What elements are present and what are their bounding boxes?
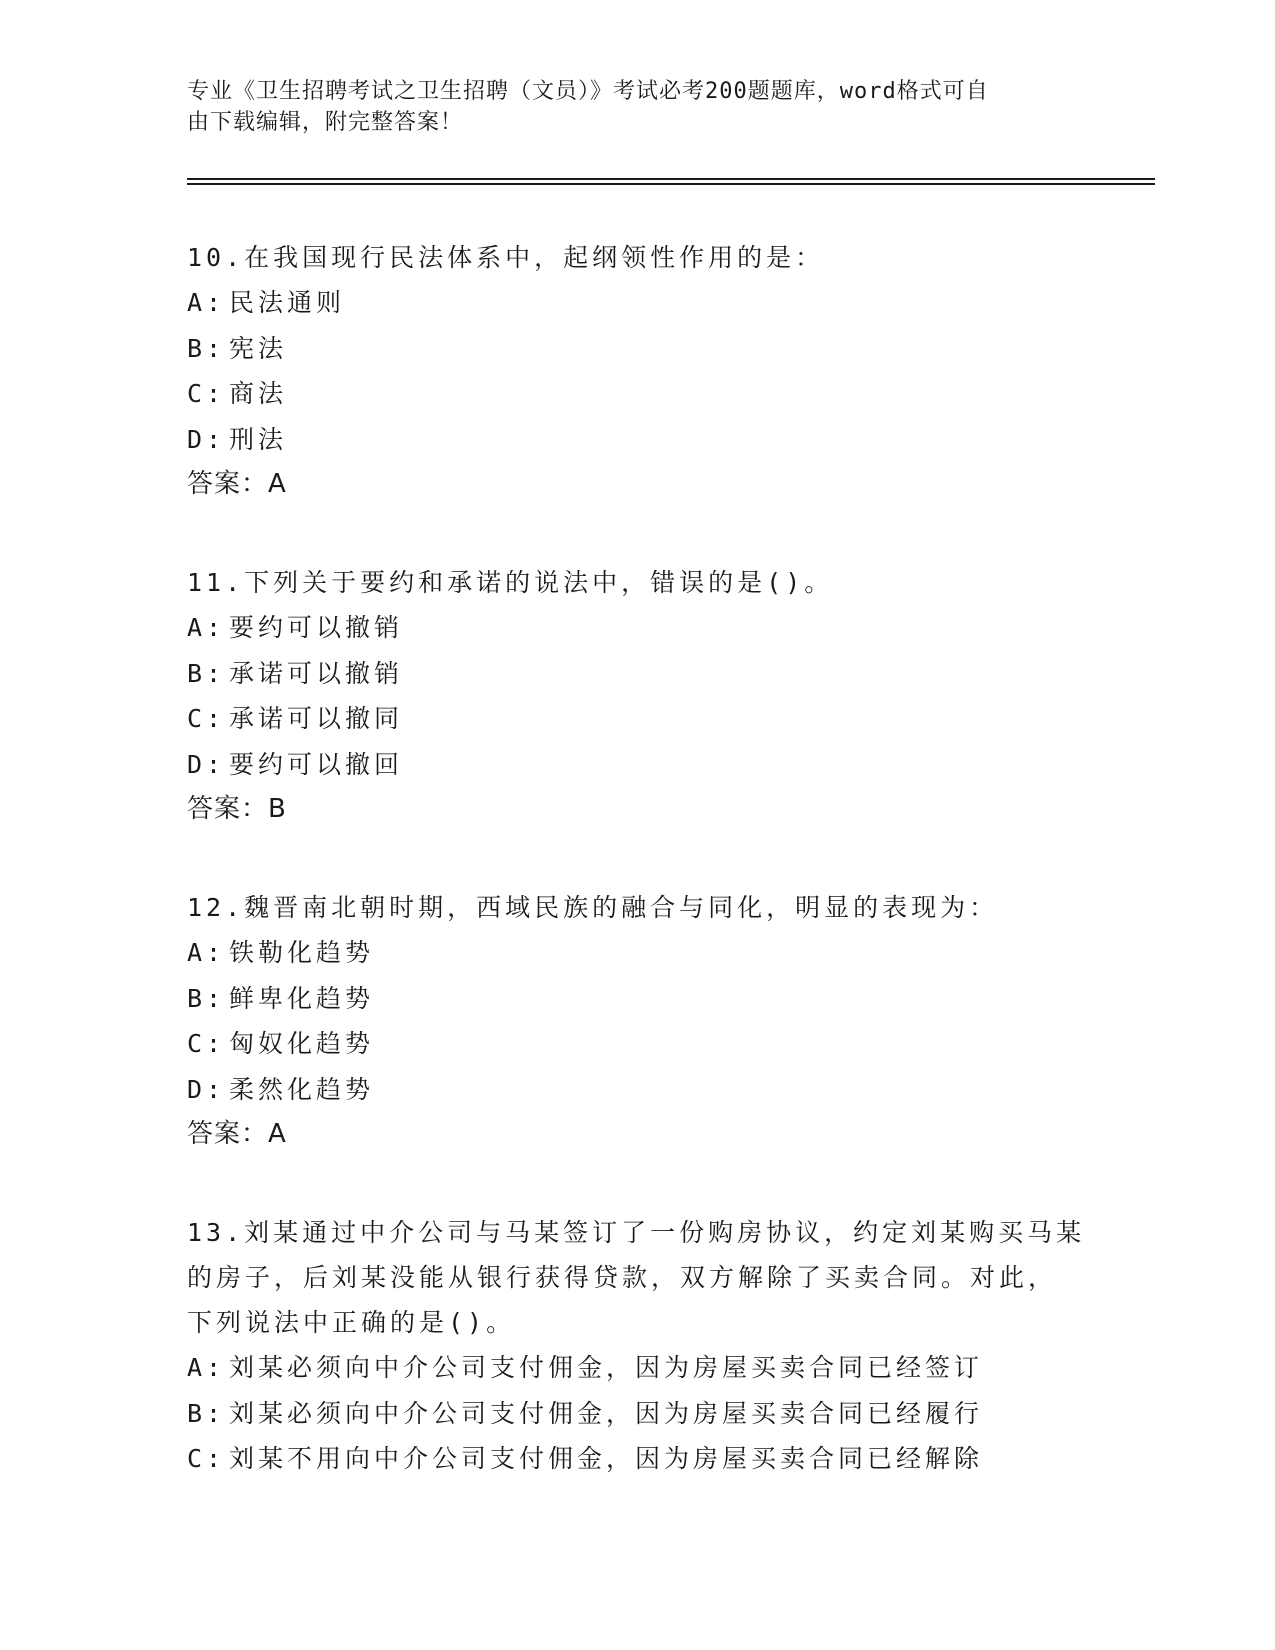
- option-c: [187, 696, 1147, 742]
- question-13: [187, 1210, 1147, 1482]
- option-text: 宪法: [229, 333, 288, 363]
- answer-line: 答案：A: [187, 1119, 287, 1149]
- question-list: [187, 235, 1147, 1535]
- question-10: [187, 235, 1147, 507]
- option-d: [187, 742, 1147, 788]
- option-letter: A:: [187, 613, 226, 642]
- option-b: [187, 976, 1147, 1022]
- option-d: [187, 1067, 1147, 1113]
- option-text: 刘某不用向中介公司支付佣金，因为房屋买卖合同已经解除: [229, 1444, 984, 1473]
- option-letter: B:: [187, 1398, 226, 1428]
- answer-line: 答案：B: [187, 794, 287, 824]
- document-header: [187, 76, 1067, 138]
- question-stem: 10.在我国现行民法体系中，起纲领性作用的是：: [187, 243, 825, 272]
- option-text: 承诺可以撤销: [229, 658, 404, 688]
- option-text: 刘某必须向中介公司支付佣金，因为房屋买卖合同已经签订: [229, 1353, 984, 1382]
- option-c: [187, 371, 1147, 417]
- answer-line: 答案：A: [187, 469, 287, 499]
- header-rule-top: [187, 178, 1155, 180]
- option-c: [187, 1436, 1147, 1482]
- option-letter: D:: [187, 1074, 226, 1104]
- option-letter: A:: [187, 938, 226, 967]
- option-a: [187, 930, 1147, 976]
- option-letter: D:: [187, 749, 226, 779]
- option-d: [187, 417, 1147, 463]
- option-text: 要约可以撤回: [229, 749, 404, 779]
- header-rule-bottom: [187, 183, 1155, 185]
- question-stem-line: 的房子，后刘某没能从银行获得贷款，双方解除了买卖合同。对此，: [187, 1263, 1058, 1292]
- option-a: [187, 1345, 1147, 1391]
- option-b: [187, 651, 1147, 697]
- option-letter: D:: [187, 424, 226, 454]
- option-letter: C:: [187, 1029, 226, 1058]
- option-text: 刑法: [229, 424, 288, 454]
- option-letter: C:: [187, 379, 226, 408]
- question-11: [187, 560, 1147, 832]
- question-stem: 11.下列关于要约和承诺的说法中，错误的是()。: [187, 568, 834, 597]
- question-stem: 12.魏晋南北朝时期，西域民族的融合与同化，明显的表现为：: [187, 893, 999, 922]
- option-letter: B:: [187, 333, 226, 363]
- option-text: 要约可以撤销: [229, 613, 404, 642]
- option-letter: B:: [187, 983, 226, 1013]
- option-b: [187, 1391, 1147, 1437]
- option-letter: A:: [187, 288, 226, 317]
- option-a: [187, 605, 1147, 651]
- option-text: 鲜卑化趋势: [229, 983, 375, 1013]
- option-letter: C:: [187, 704, 226, 733]
- option-letter: C:: [187, 1444, 226, 1473]
- option-text: 铁勒化趋势: [229, 938, 375, 967]
- question-stem-line: 下列说法中正确的是()。: [187, 1308, 516, 1337]
- header-line-1: 专业《卫生招聘考试之卫生招聘（文员）》考试必考200题题库，word格式可自: [187, 79, 989, 104]
- option-text: 民法通则: [229, 288, 346, 317]
- option-letter: B:: [187, 658, 226, 688]
- option-text: 刘某必须向中介公司支付佣金，因为房屋买卖合同已经履行: [229, 1398, 984, 1428]
- option-letter: A:: [187, 1353, 226, 1382]
- option-text: 柔然化趋势: [229, 1074, 375, 1104]
- option-c: [187, 1021, 1147, 1067]
- option-b: [187, 326, 1147, 372]
- option-text: 匈奴化趋势: [229, 1029, 375, 1058]
- option-text: 承诺可以撤同: [229, 704, 404, 733]
- option-text: 商法: [229, 379, 288, 408]
- header-line-2: 由下载编辑，附完整答案！: [187, 110, 464, 135]
- question-stem-line: 13.刘某通过中介公司与马某签订了一份购房协议，约定刘某购买马某: [187, 1218, 1086, 1247]
- option-a: [187, 280, 1147, 326]
- question-12: [187, 885, 1147, 1157]
